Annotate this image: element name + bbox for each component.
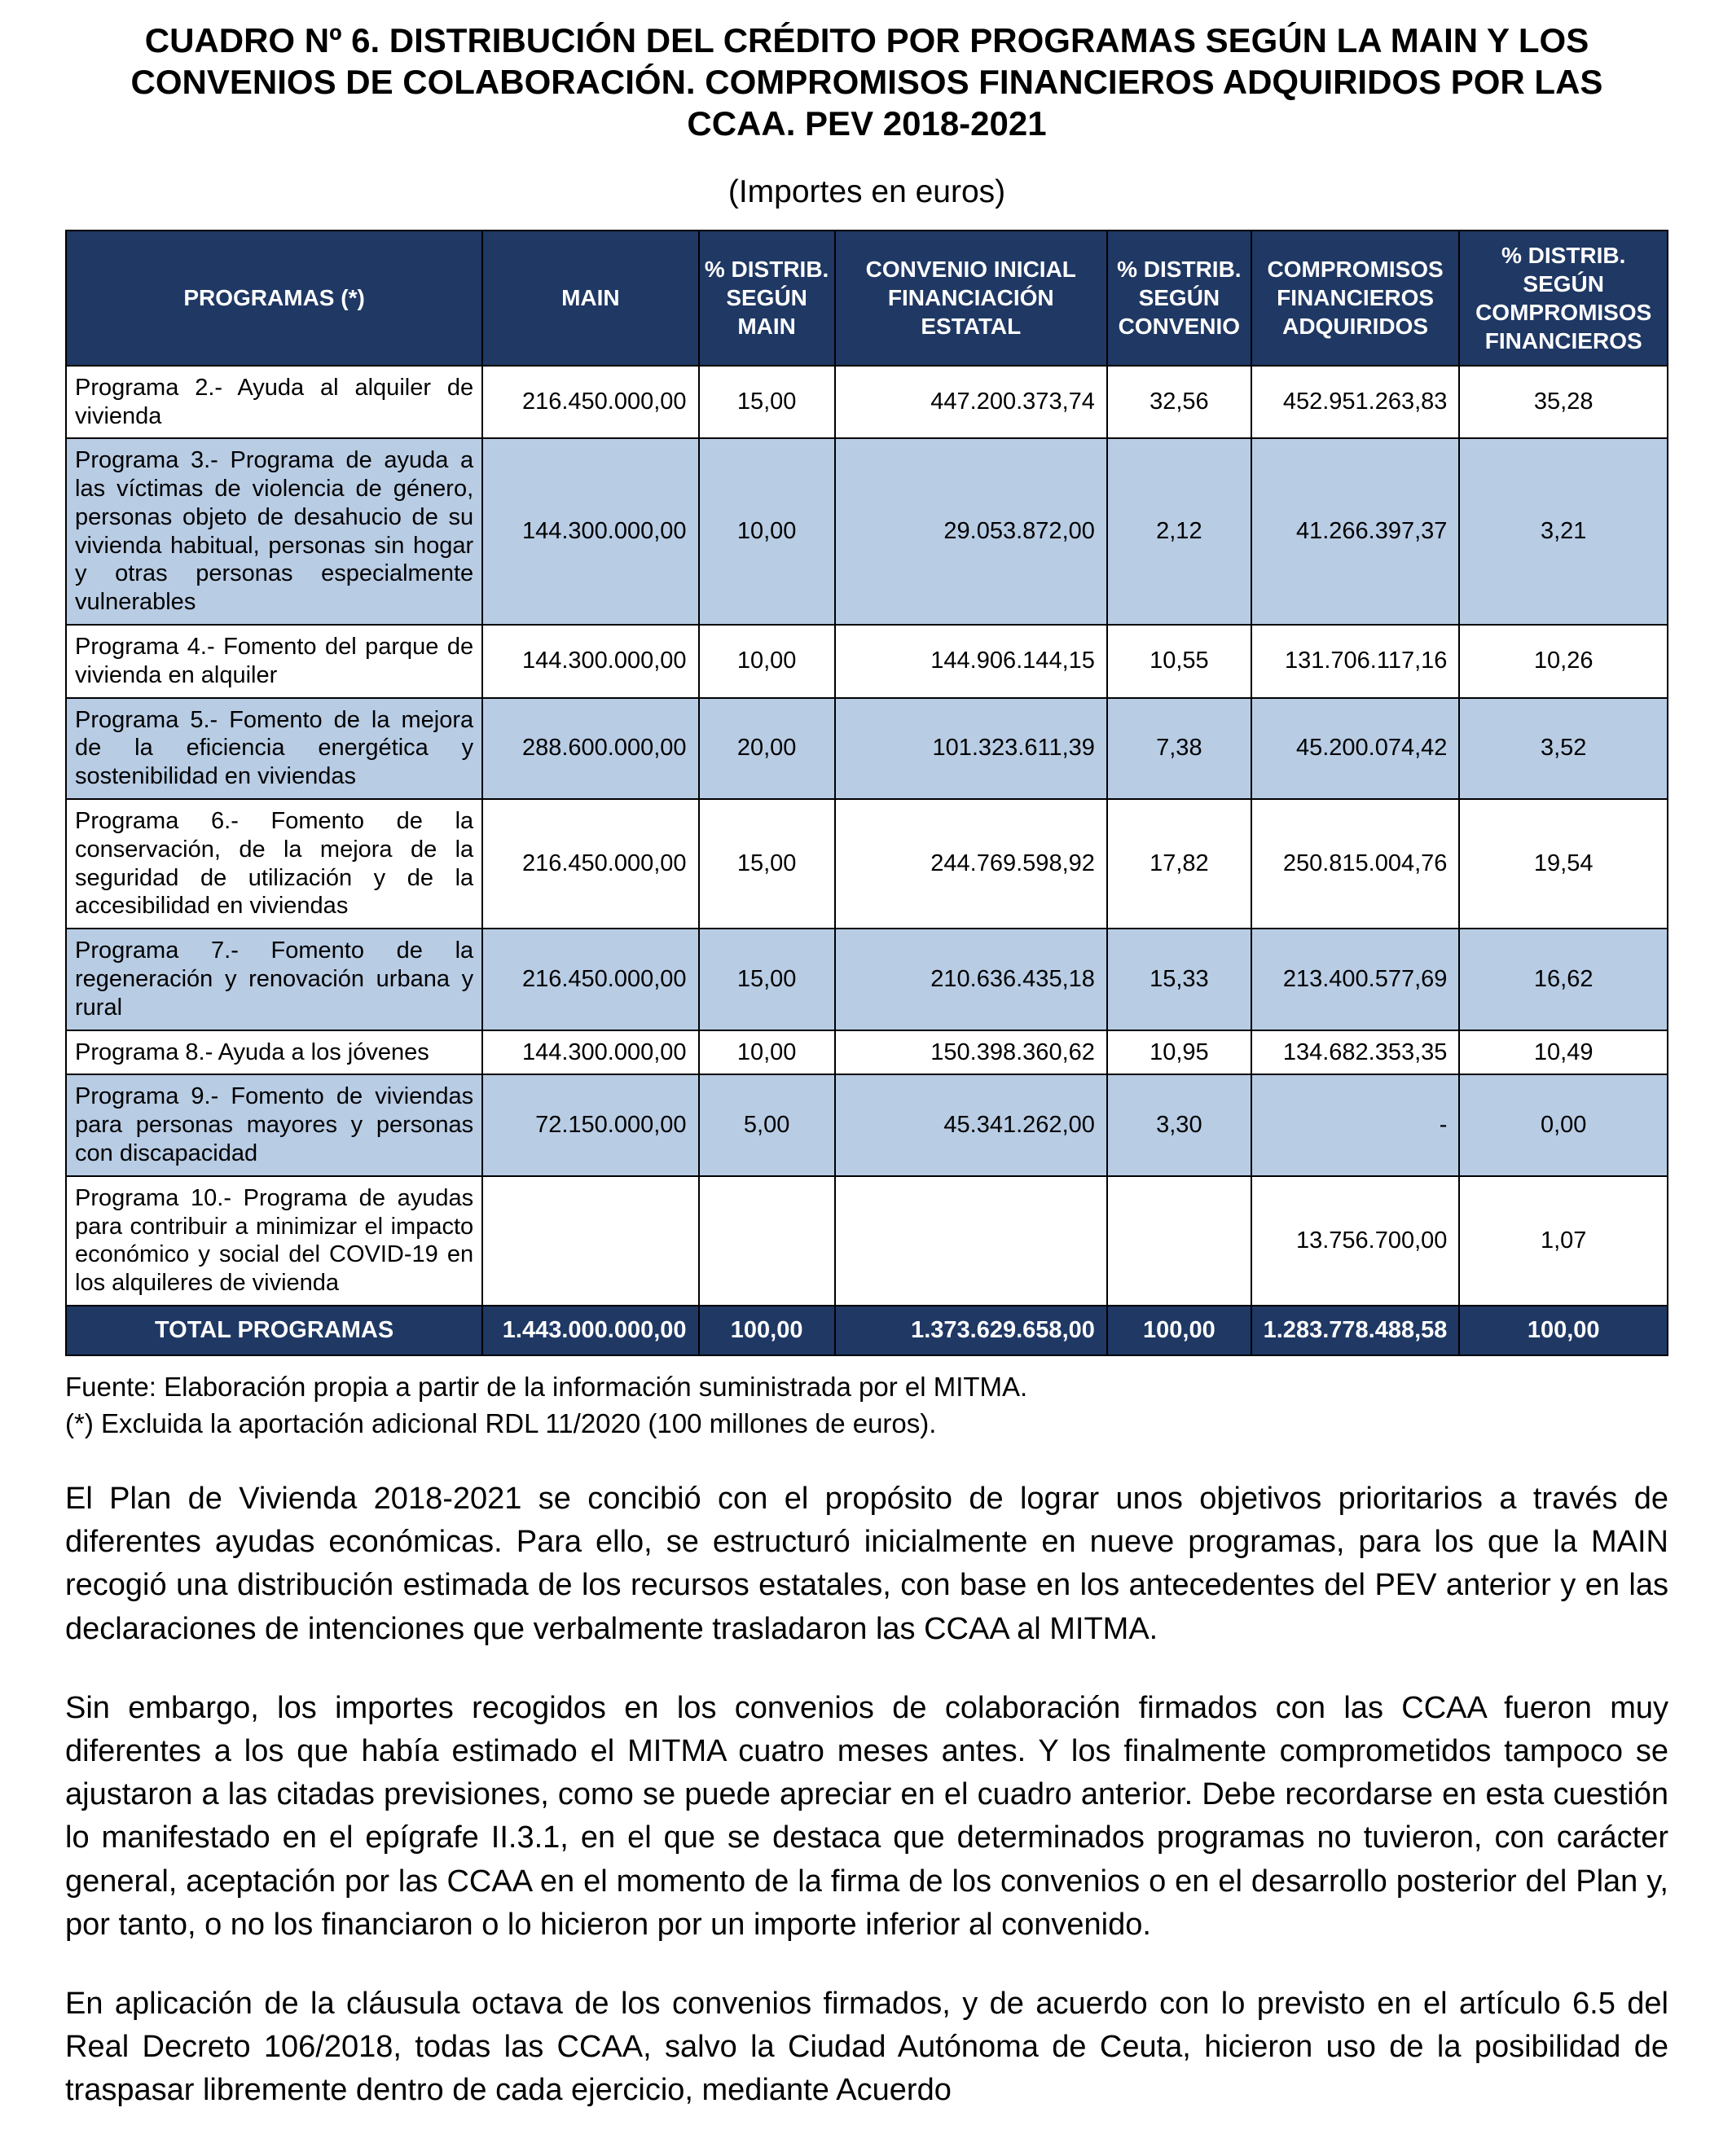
total-compromisos: 1.283.778.488,58 — [1251, 1306, 1460, 1355]
table-cell: 3,52 — [1459, 698, 1668, 799]
total-main: 1.443.000.000,00 — [482, 1306, 698, 1355]
footnotes — [65, 1369, 1668, 1442]
table-cell: 19,54 — [1459, 799, 1668, 929]
table-cell: 10,00 — [699, 625, 835, 698]
paragraph-2: Sin embargo, los importes recogidos en los convenios de colaboración firmados con las CCAA fueron muy diferentes a los que había estimado el MITMA cuatro meses antes. Y los finalmente comprometidos tampoco se ajustaron a las citadas previsiones, como se puede apreciar en el cuadro anterior. Debe recordarse en esta cuestión lo manifestado en el epígrafe II.3.1, en el que se destaca que determinados programas no tuvieron, con carácter general, aceptación por las CCAA en el momento de la firma de los convenios o en el desarrollo posterior del Plan y, por tanto, o no los financiaron o lo hicieron por un importe inferior al convenido. — [65, 1690, 1668, 1942]
total-convenio: 1.373.629.658,00 — [835, 1306, 1107, 1355]
table-cell: 5,00 — [699, 1074, 835, 1175]
table-cell: 10,95 — [1107, 1030, 1251, 1075]
table-cell: 10,00 — [699, 438, 835, 625]
col-header-pct-main: % DISTRIB. SEGÚN MAIN — [699, 231, 835, 366]
table-cell — [699, 1176, 835, 1306]
table-cell: 216.450.000,00 — [482, 799, 698, 929]
source-note: Fuente: Elaboración propia a partir de la información suministrada por el MITMA. — [65, 1372, 1028, 1403]
table-cell: 447.200.373,74 — [835, 366, 1107, 439]
table-cell: 45.341.262,00 — [835, 1074, 1107, 1175]
table-cell: 144.300.000,00 — [482, 625, 698, 698]
table-cell: 244.769.598,92 — [835, 799, 1107, 929]
col-header-convenio: CONVENIO INICIAL FINANCIACIÓN ESTATAL — [835, 231, 1107, 366]
table-cell: Programa 10.- Programa de ayudas para contribuir a minimizar el impacto económico y social del COVID-19 en los alquileres de vivienda — [66, 1176, 482, 1306]
table-cell: Programa 9.- Fomento de viviendas para personas mayores y personas con discapacidad — [66, 1074, 482, 1175]
table-cell: 213.400.577,69 — [1251, 929, 1460, 1030]
table-cell: 7,38 — [1107, 698, 1251, 799]
table-cell: 216.450.000,00 — [482, 366, 698, 439]
table-body — [66, 366, 1668, 1306]
table-row — [66, 1176, 1668, 1306]
units-note: (Importes en euros) — [728, 173, 1006, 209]
body-text — [65, 1478, 1668, 2112]
table-cell: 16,62 — [1459, 929, 1668, 1030]
table-cell: 101.323.611,39 — [835, 698, 1107, 799]
table-cell: 29.053.872,00 — [835, 438, 1107, 625]
table-cell: 13.756.700,00 — [1251, 1176, 1460, 1306]
table-title: CUADRO Nº 6. DISTRIBUCIÓN DEL CRÉDITO POR PROGRAMAS SEGÚN LA MAIN Y LOS CONVENIOS DE COLABORACIÓN. COMPROMISOS FINANCIEROS ADQUIRIDOS POR LAS CCAA. PEV 2018-2021 — [130, 21, 1603, 143]
table-cell — [835, 1176, 1107, 1306]
table-cell: 210.636.435,18 — [835, 929, 1107, 1030]
table-cell: 15,00 — [699, 929, 835, 1030]
table-row — [66, 698, 1668, 799]
col-header-programas: PROGRAMAS (*) — [66, 231, 482, 366]
table-cell: 15,33 — [1107, 929, 1251, 1030]
total-pct-compromisos: 100,00 — [1459, 1306, 1668, 1355]
table-cell: 35,28 — [1459, 366, 1668, 439]
table-cell — [482, 1176, 698, 1306]
table-cell: 20,00 — [699, 698, 835, 799]
table-row — [66, 929, 1668, 1030]
table-row — [66, 1030, 1668, 1075]
table-cell: 144.906.144,15 — [835, 625, 1107, 698]
table-cell: 17,82 — [1107, 799, 1251, 929]
table-row — [66, 366, 1668, 439]
col-header-pct-compromisos: % DISTRIB. SEGÚN COMPROMISOS FINANCIEROS — [1459, 231, 1668, 366]
credit-distribution-table — [65, 230, 1668, 1356]
table-cell: 3,30 — [1107, 1074, 1251, 1175]
table-row — [66, 438, 1668, 625]
table-row — [66, 625, 1668, 698]
paragraph-3: En aplicación de la cláusula octava de los convenios firmados, y de acuerdo con lo previsto en el artículo 6.5 del Real Decreto 106/2018, todas las CCAA, salvo la Ciudad Autónoma de Ceuta, hicieron uso de la posibilidad de traspasar libremente dentro de cada ejercicio, mediante Acuerdo — [65, 1986, 1668, 2108]
table-cell: 288.600.000,00 — [482, 698, 698, 799]
table-cell: Programa 4.- Fomento del parque de vivienda en alquiler — [66, 625, 482, 698]
total-label: TOTAL PROGRAMAS — [66, 1306, 482, 1355]
table-cell: Programa 5.- Fomento de la mejora de la eficiencia energética y sostenibilidad en viviendas — [66, 698, 482, 799]
total-pct-convenio: 100,00 — [1107, 1306, 1251, 1355]
total-row — [66, 1306, 1668, 1355]
table-cell: 144.300.000,00 — [482, 1030, 698, 1075]
table-cell: 10,49 — [1459, 1030, 1668, 1075]
col-header-main: MAIN — [482, 231, 698, 366]
table-row — [66, 799, 1668, 929]
table-cell: 41.266.397,37 — [1251, 438, 1460, 625]
table-cell: 10,26 — [1459, 625, 1668, 698]
table-cell: 0,00 — [1459, 1074, 1668, 1175]
table-cell: 72.150.000,00 — [482, 1074, 698, 1175]
table-cell: 216.450.000,00 — [482, 929, 698, 1030]
table-cell: 15,00 — [699, 366, 835, 439]
table-cell: 3,21 — [1459, 438, 1668, 625]
total-pct-main: 100,00 — [699, 1306, 835, 1355]
col-header-compromisos: COMPROMISOS FINANCIEROS ADQUIRIDOS — [1251, 231, 1460, 366]
header-row — [66, 231, 1668, 366]
table-cell: 144.300.000,00 — [482, 438, 698, 625]
table-cell: 150.398.360,62 — [835, 1030, 1107, 1075]
table-cell: 10,55 — [1107, 625, 1251, 698]
table-cell: Programa 8.- Ayuda a los jóvenes — [66, 1030, 482, 1075]
table-cell: 10,00 — [699, 1030, 835, 1075]
table-cell: Programa 3.- Programa de ayuda a las víctimas de violencia de género, personas objeto de desahucio de su vivienda habitual, personas sin hogar y otras personas especialmente vulnerables — [66, 438, 482, 625]
asterisk-note: (*) Excluida la aportación adicional RDL 11/2020 (100 millones de euros). — [65, 1407, 937, 1438]
table-cell: 1,07 — [1459, 1176, 1668, 1306]
table-cell: 45.200.074,42 — [1251, 698, 1460, 799]
table-cell: 15,00 — [699, 799, 835, 929]
table-cell: Programa 7.- Fomento de la regeneración y renovación urbana y rural — [66, 929, 482, 1030]
table-cell: - — [1251, 1074, 1460, 1175]
table-cell: 32,56 — [1107, 366, 1251, 439]
table-cell: Programa 2.- Ayuda al alquiler de vivienda — [66, 366, 482, 439]
col-header-pct-convenio: % DISTRIB. SEGÚN CONVENIO — [1107, 231, 1251, 366]
table-cell: Programa 6.- Fomento de la conservación, de la mejora de la seguridad de utilización y de la accesibilidad en viviendas — [66, 799, 482, 929]
table-cell: 2,12 — [1107, 438, 1251, 625]
paragraph-1: El Plan de Vivienda 2018-2021 se concibió con el propósito de lograr unos objetivos prioritarios a través de diferentes ayudas económicas. Para ello, se estructuró inicialmente en nueve programas, para los que la MAIN recogió una distribución estimada de los recursos estatales, con base en los antecedentes del PEV anterior y en las declaraciones de intenciones que verbalmente trasladaron las CCAA al MITMA. — [65, 1482, 1668, 1646]
table-cell: 134.682.353,35 — [1251, 1030, 1460, 1075]
table-cell — [1107, 1176, 1251, 1306]
table-cell: 250.815.004,76 — [1251, 799, 1460, 929]
table-row — [66, 1074, 1668, 1175]
table-cell: 452.951.263,83 — [1251, 366, 1460, 439]
table-cell: 131.706.117,16 — [1251, 625, 1460, 698]
